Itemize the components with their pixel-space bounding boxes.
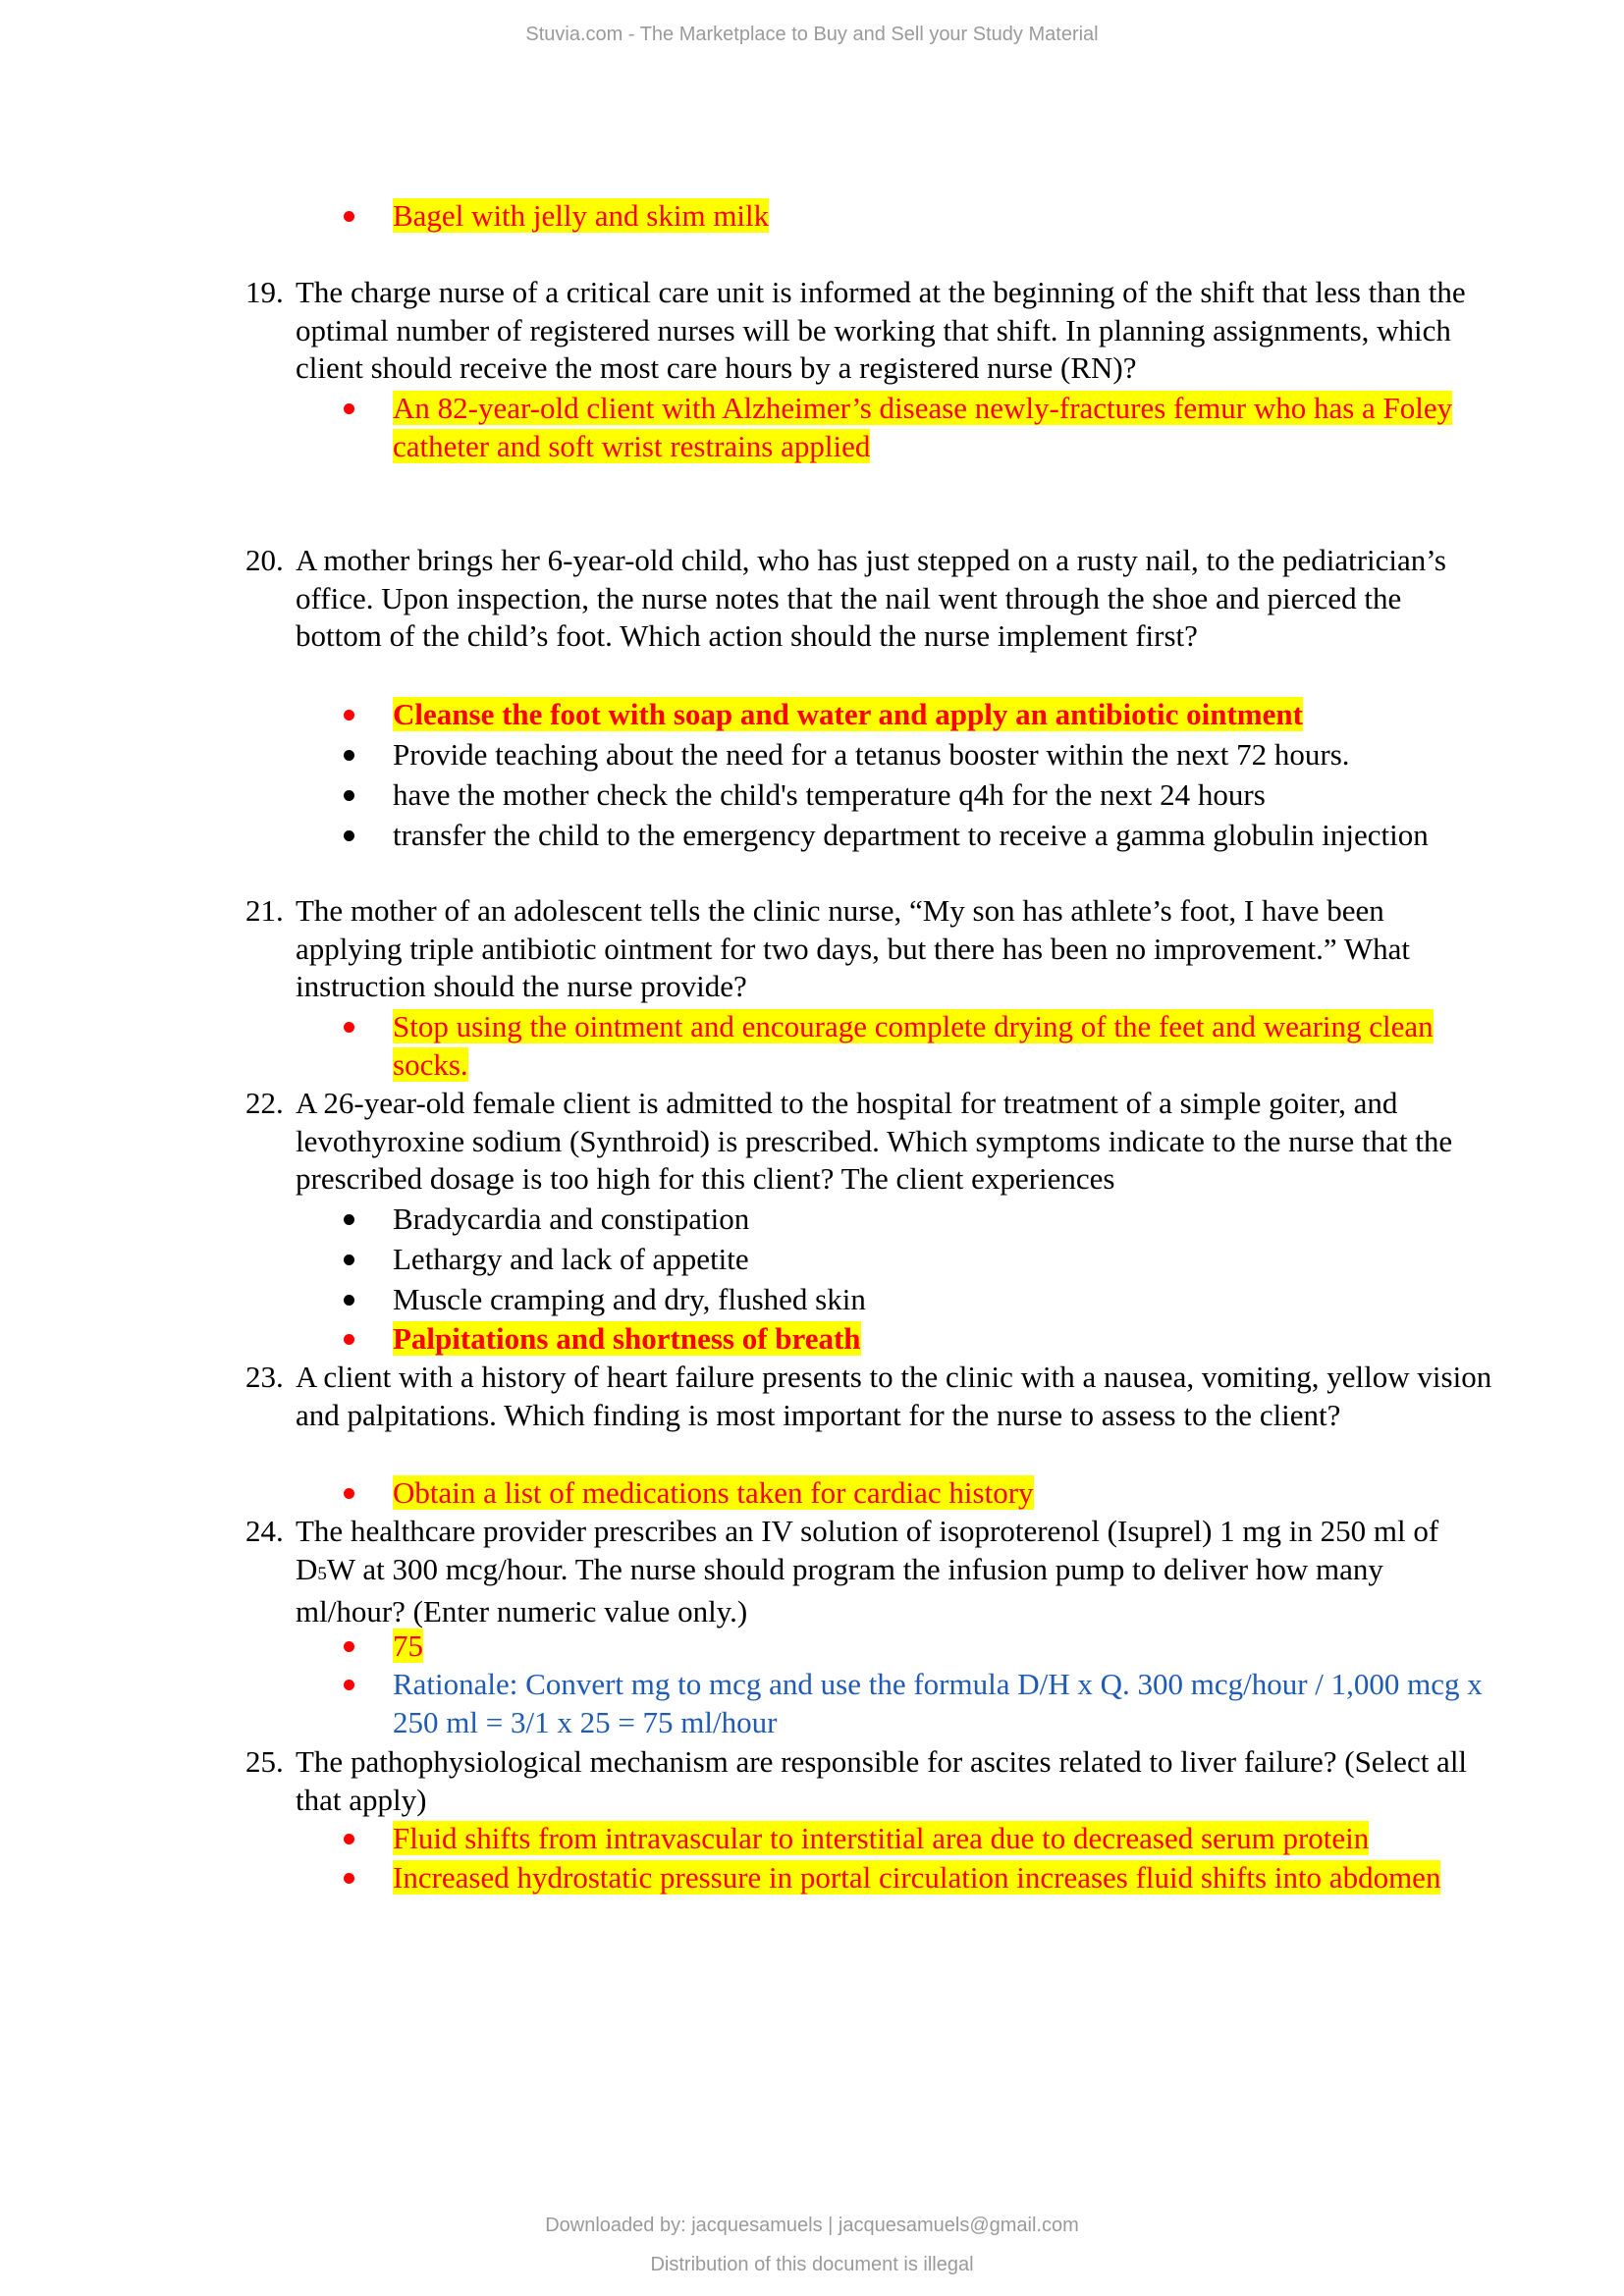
bullet-icon (344, 1022, 354, 1033)
bullet-icon (344, 1873, 354, 1884)
distribution-notice: Distribution of this document is illegal (650, 2254, 974, 2275)
bullet-icon (344, 1834, 354, 1844)
question-number: 19. (245, 275, 284, 309)
bullet-icon (344, 403, 354, 414)
bullet-icon (344, 1295, 354, 1306)
bullet-icon (344, 1334, 354, 1345)
bullet-icon (344, 1255, 354, 1265)
subscript: 5 (317, 1563, 327, 1584)
question-text: A client with a history of heart failure presents to the clinic with a nausea, vomiting, yellow vision and palpitations. Which finding is most important for the nurse to assess to the client? (296, 1360, 1492, 1432)
site-banner: Stuvia.com - The Marketplace to Buy and Sell your Study Material (525, 24, 1099, 45)
bullet-icon (344, 790, 354, 801)
question-text: The pathophysiological mechanism are responsible for ascites related to liver failure? (Select all that apply) (296, 1744, 1468, 1817)
question-text: The charge nurse of a critical care unit is informed at the beginning of the shift that less than the optimal number of registered nurses will be working that shift. In planning assignments, which client should receive the most care hours by a registered nurse (RN)? (296, 275, 1466, 385)
question-number: 22. (245, 1086, 284, 1120)
bullet-icon (344, 830, 354, 841)
bullet-icon (344, 1214, 354, 1225)
question-text: The healthcare provider prescribes an IV solution of isoproterenol (Isuprel) 1 mg in 250 ml of D5W at 300 mcg/hour. The nurse should program the infusion pump to deliver how many ml/hour? (Enter numeric value only.) (296, 1514, 1439, 1629)
question-number: 25. (245, 1744, 284, 1779)
download-notice: Downloaded by: jacquesamuels | jacquesamuels@gmail.com (545, 2215, 1079, 2236)
bullet-icon (344, 1680, 354, 1690)
question-text: A 26-year-old female client is admitted to the hospital for treatment of a simple goiter, and levothyroxine sodium (Synthroid) is prescribed. Which symptoms indicate to the nurse that the prescribed dosage is too high for this client? The client experiences (296, 1086, 1453, 1196)
bullet-icon (344, 211, 354, 222)
question-number: 20. (245, 543, 284, 577)
bullet-icon (344, 1641, 354, 1652)
question-number: 23. (245, 1360, 284, 1394)
bullet-icon (344, 750, 354, 761)
question-number: 21. (245, 893, 284, 928)
bullet-icon (344, 710, 354, 721)
question-number: 24. (245, 1514, 284, 1548)
question-text: A mother brings her 6-year-old child, who has just stepped on a rusty nail, to the pediatrician’s office. Upon inspection, the nurse notes that the nail went through the shoe and pierced the bottom of the child’s foot. Which action should the nurse implement first? (296, 543, 1446, 653)
question-text: The mother of an adolescent tells the clinic nurse, “My son has athlete’s foot, I have been applying triple antibiotic ointment for two days, but there has been no improvement.” What instruction should the nurse provide? (296, 893, 1410, 1003)
bullet-icon (344, 1488, 354, 1499)
